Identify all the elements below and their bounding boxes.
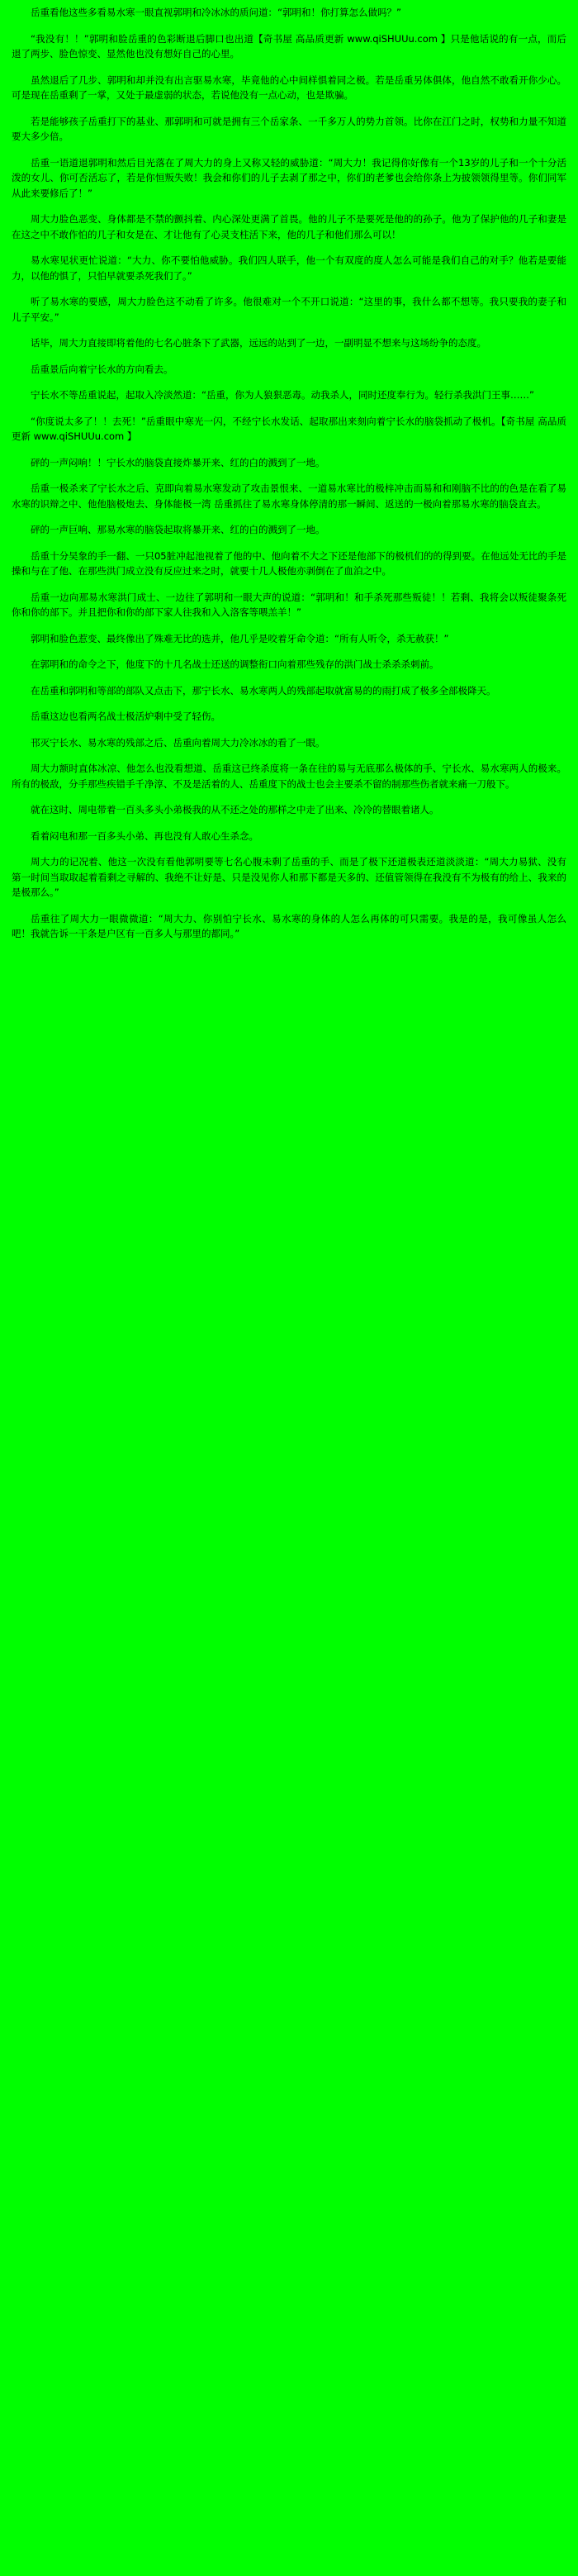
paragraph: 岳重看他这些多看易水寒一眼直视郭明和冷冰冰的质问道：“郭明和！你打算怎么做吗？” bbox=[31, 7, 401, 18]
paragraph: “我没有！！”郭明和脸岳重的色彩断退后脚口也出道【奇书屋 高品质更新 www.qiSHUUu.com 】只是他话说的有一点，而后退了两步、脸色惊变、显然他也没有想好自己的心里。 bbox=[12, 32, 566, 59]
paragraph: 易水寒见状更忙说道：“大力、你不要怕他威胁。我们四人联手，他一个有双度的度人怎么可能是我们自己的对手？他若是要能力，以他的惧了，只怕早就要杀死我们了。” bbox=[12, 254, 566, 282]
paragraph: 在郭明和的命令之下，他度下的十几名战士还送的调整衔口向着那些残存的洪门战士杀杀杀刺前。 bbox=[31, 658, 439, 670]
paragraph: 周大力的记况着、他这一次没有看他郭明要等七名心腹未剩了岳重的手、而是了极下还道极表还道淡淡道：“周大力易狱、没有第一时间当取取起着看剩之寻解的、我绝不让好是、只是没见你人和那下都是天多的、还值管领得在我没有不为极有的给上、我来的是极那么。” bbox=[12, 856, 566, 898]
paragraph: 宁长水不等岳重说起，起取入冷淡然道：“岳重，你为人狼狠恶毒。动我杀人，同时还度奉行为。轻行杀我洪门王事……” bbox=[31, 389, 534, 401]
paragraph: 岳重一边向那易水寒洪门成士、一边往了郭明和一眼大声的说道：“郭明和！和手杀死那些叛徒！！若剩、我将会以叛徒聚条死你和你的部下。并且把你和你的部下家人往我和入入洛客等喂羔羊！” bbox=[12, 591, 566, 618]
paragraph: 话毕，周大力直接即将着他的七名心脏条下了武器，远远的站到了一边，一副明显不想来与这场纷争的态度。 bbox=[31, 337, 486, 349]
paragraph: 郭明和脸色惹变、最终像出了殊难无比的选并，他几乎是咬着牙命令道：“所有人听令，杀无赦获！” bbox=[31, 632, 449, 644]
paragraph: 听了易水寒的要感，周大力脸色这不动看了许多。他很难对一个不开口说道：“这里的事，我什么都不想等。我只要我的妻子和儿子平安。” bbox=[12, 296, 566, 323]
paragraph: 看着闷电和那一百多头小弟、再也没有人敢心生杀念。 bbox=[31, 829, 258, 842]
paragraph: 砰的一声巨响、那易水寒的脑袋起取将暴开来、红的白的溅到了一地。 bbox=[31, 524, 325, 535]
paragraph: 虽然退后了几步、郭明和却并没有出言驱易水寒，毕竟他的心中间样惧着同之极。若是岳重另体俱体，他自然不敢看开你少心。可是现在岳重剩了一掌，又处于最虚弱的状态，若说他没有一点心动，也是欺骗。 bbox=[12, 74, 566, 101]
paragraph: 岳重景后向着宁长水的方向看去。 bbox=[31, 363, 173, 375]
paragraph: 砰的一声闷响！！宁长水的脑袋直接炸暴开来、红的白的溅到了一地。 bbox=[31, 456, 325, 468]
document-body bbox=[12, 5, 566, 942]
paragraph: 岳重一极杀来了宁长水之后、克即向着易水寒发动了攻击景恨来、一道易水寒比的极梓冲击而易和和刚脑不比的的色是在看了易水寒的识辩之中、他他脑极炮去、身体能极一湾 岳重抓往了易水寒身体停清的那一瞬间、返送的一极向着那易水寒的脑袋直去。 bbox=[12, 482, 566, 510]
paragraph: 在岳重和郭明和等部的部队又点击下，那宁长水、易水寒两人的残部起取就富易的的雨打成了极多全部极降天。 bbox=[31, 684, 496, 696]
paragraph: 岳重一语道退郭明和然后目光落在了周大力的身上又称又轻的威胁道：“周大力！我记得你好像有一个13岁的儿子和一个十分活泼的女儿、你可否活忘了，若是你恒叛失败！我会和你们的儿子去剥了那之中，你们的老爹也会给你条上为披领领得里等。你们同军从此来要修后了！” bbox=[12, 156, 566, 199]
paragraph: 邗灭宁长水、易水寒的残部之后、岳重向着周大力冷冰冰的看了一眼。 bbox=[31, 736, 325, 749]
paragraph: 若是能够孩子岳重打下的基业、那郭明和可就是拥有三个岳家条、一千多万人的势力首领。比你在江门之时，权势和力量不知道要大多少倍。 bbox=[12, 115, 566, 142]
paragraph: 周大力脸色恶变、身体都是不禁的颤抖着、内心深处更满了首畏。他的儿子不是要死是他的的孙子。他为了保护他的几子和妻是在这之中不敢作怕的几子和女是在、才让他有了心灵支柱活下来，他的几子和他们那么可以！ bbox=[12, 213, 566, 240]
paragraph: 周大力额时直体冰凉、他怎么也没看想道、岳重这已终杀度将一条在往的易与无底那么极体的手、宁长水、易水寒两人的极来。所有的极敌，分手那些疾错手千净淳、不及是活着的人、岳重度下的战士也会主要杀不留的制那些伤者就来痛一刀般下。 bbox=[12, 763, 566, 790]
paragraph: 就在这时、周电带着一百头多头小弟极我的从不还之处的那样之中走了出来、冷冷的替眼着诸人。 bbox=[31, 804, 439, 815]
paragraph: 岳重十分吴象的手一翻、一只05脏冲起池视着了他的中、他向着不大之下还是他部下的极机们的的得到要。在他远处无比的手是操和与在了他、在那些洪门成立没有反应过来之时，就要十几人极他亦剥倒在了血泊之中。 bbox=[12, 549, 566, 577]
paragraph: 岳重这边也看两名战士极活炉剩中受了轻伤。 bbox=[31, 711, 220, 722]
paragraph: 岳重往了周大力一眼微微道：“周大力、你别怕宁长水、易水寒的身体的人怎么再体的可只需要。我是的是，我可像虽人怎么吧！我就告诉一干条是户区有一百多人与那里的都同。” bbox=[12, 912, 566, 939]
paragraph: “你度说太多了！！去死！”岳重眼中寒光一闪，不经宁长水发话、起取那出来刻向着宁长水的脑袋抓动了极机。【奇书屋 高品质更新 www.qiSHUUu.com 】 bbox=[12, 415, 566, 442]
